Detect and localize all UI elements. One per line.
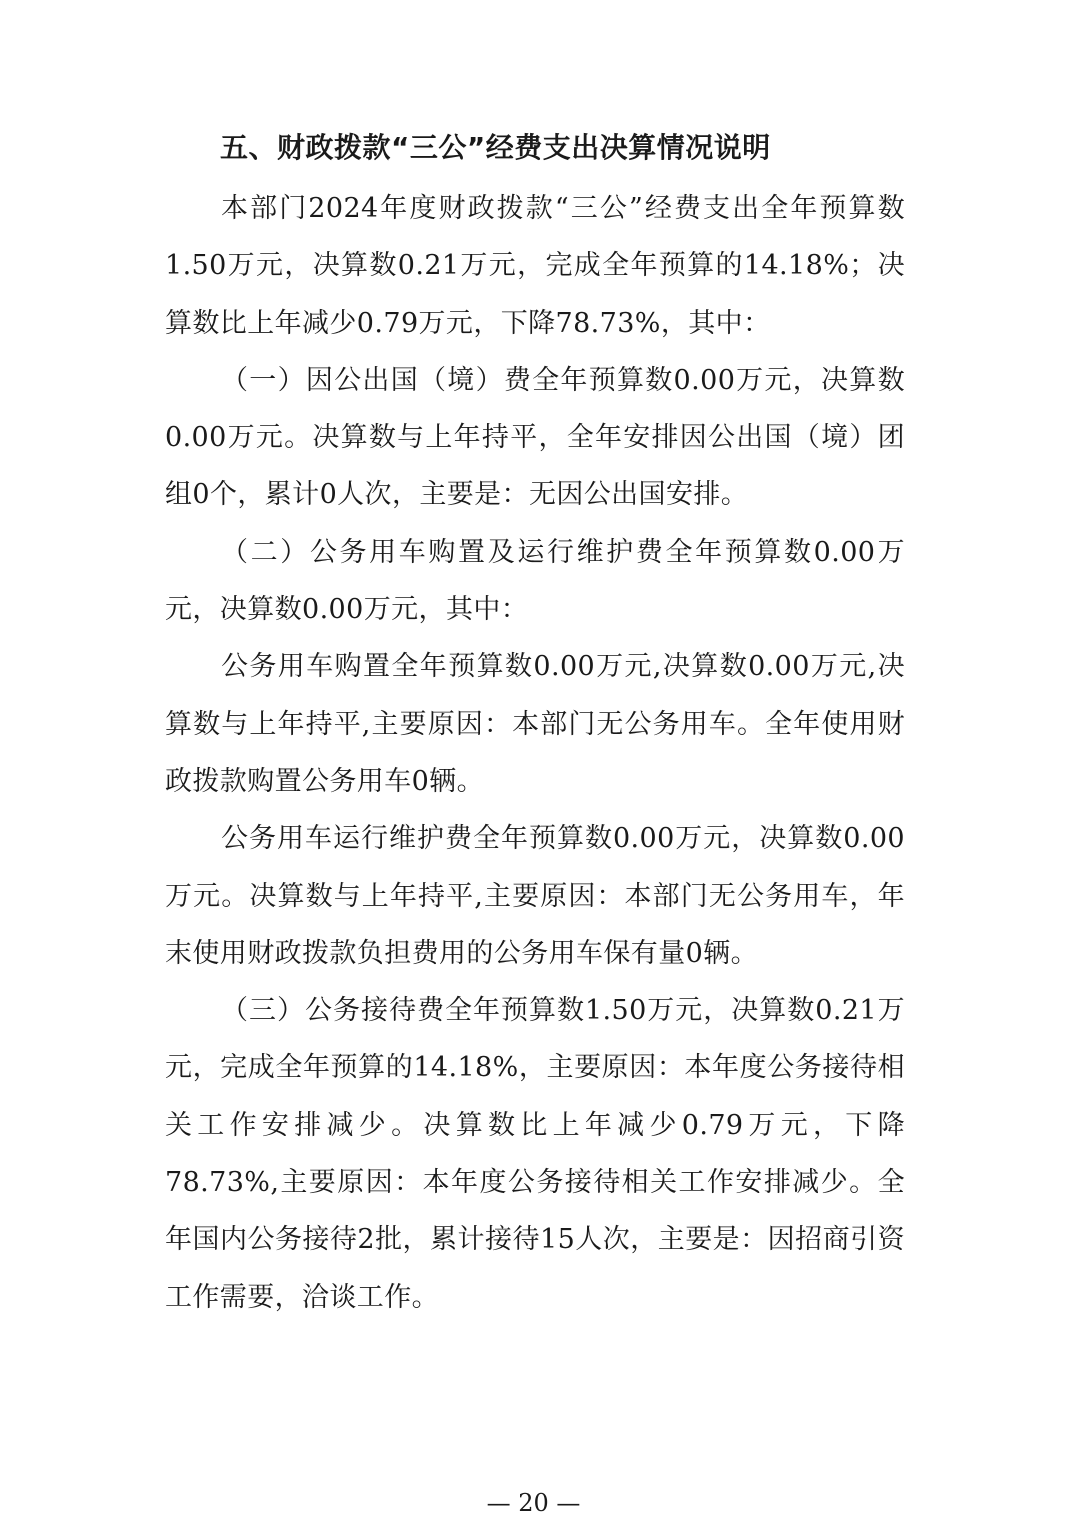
body-text — [165, 180, 905, 1326]
paragraph-vehicle-overview: （二）公务用车购置及运行维护费全年预算数0.00万元，决算数0.00万元，其中： — [165, 536, 905, 626]
paragraph-overseas-travel: （一）因公出国（境）费全年预算数0.00万元，决算数0.00万元。决算数与上年持平，全年安排因公出国（境）团组0个，累计0人次，主要是：无因公出国安排。 — [165, 364, 905, 511]
section-heading: 五、财政拨款“三公”经费支出决算情况说明 — [220, 131, 771, 164]
paragraph-vehicle-maintenance: 公务用车运行维护费全年预算数0.00万元，决算数0.00万元。决算数与上年持平,主要原因：本部门无公务用车，年末使用财政拨款负担费用的公务用车保有量0辆。 — [165, 823, 905, 969]
page-number: — 20 — — [486, 1489, 581, 1517]
paragraph-summary: 本部门2024年度财政拨款“三公”经费支出全年预算数1.50万元，决算数0.21万元，完成全年预算的14.18%；决算数比上年减少0.79万元，下降78.73%，其中： — [165, 193, 905, 339]
paragraph-vehicle-purchase: 公务用车购置全年预算数0.00万元,决算数0.00万元,决算数与上年持平,主要原因：本部门无公务用车。全年使用财政拨款购置公务用车0辆。 — [165, 651, 905, 797]
paragraph-reception: （三）公务接待费全年预算数1.50万元，决算数0.21万元，完成全年预算的14.18%，主要原因：本年度公务接待相关工作安排减少。决算数比上年减少0.79万元，下降78.73%,主要原因：本年度公务接待相关工作安排减少。全年国内公务接待2批，累计接待15人次，主要是：因招商引资工作需要，洽谈工作。 — [165, 995, 905, 1313]
